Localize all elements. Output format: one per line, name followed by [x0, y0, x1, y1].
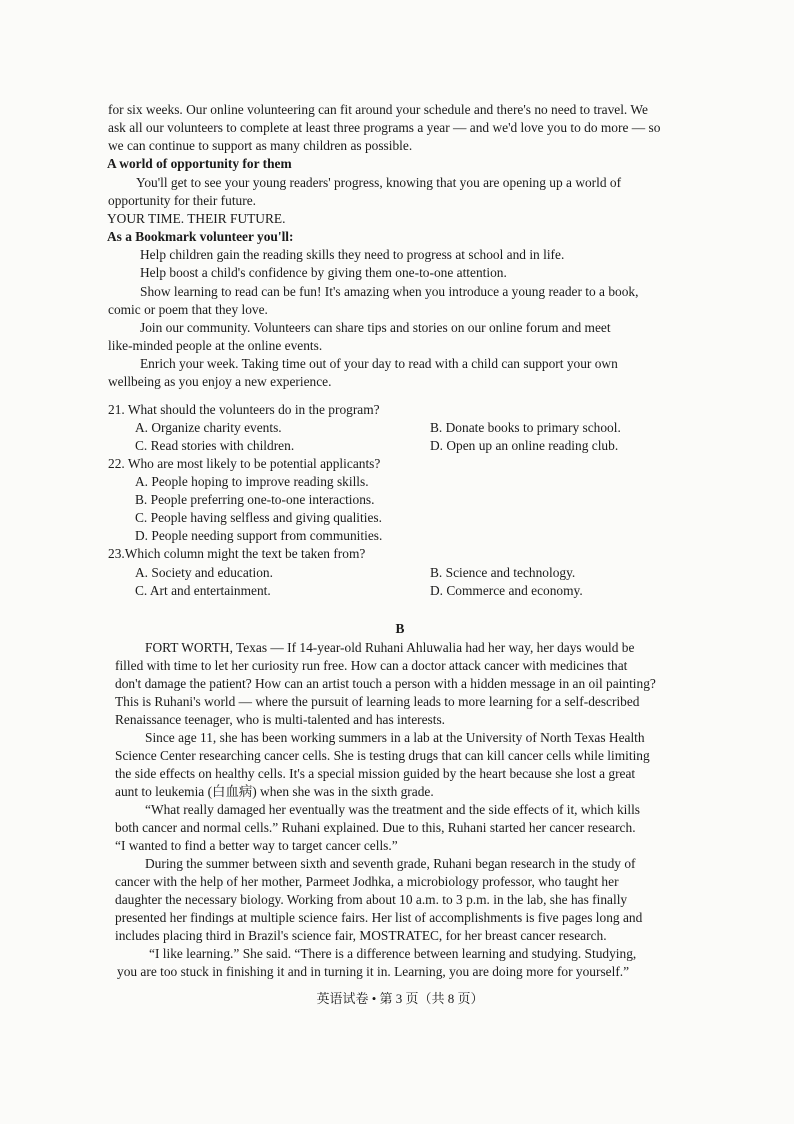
- heading-world-of-opportunity: A world of opportunity for them: [107, 156, 292, 171]
- heading-bookmark-volunteer: As a Bookmark volunteer you'll:: [107, 229, 294, 244]
- question-23-option-a: A. Society and education.: [135, 565, 273, 580]
- benefit-line-3b: comic or poem that they love.: [108, 302, 268, 317]
- caps-slogan: YOUR TIME. THEIR FUTURE.: [107, 211, 286, 226]
- passage-b-p2-line-2: Science Center researching cancer cells. She is testing drugs that can kill cancer cells while limiting: [115, 748, 650, 763]
- question-22-option-a: A. People hoping to improve reading skills.: [135, 474, 369, 489]
- question-22-option-b: B. People preferring one-to-one interactions.: [135, 492, 375, 507]
- passage-a-intro-line-1: for six weeks. Our online volunteering can fit around your schedule and there's no need to travel. We: [108, 102, 648, 117]
- passage-b-p1-line-1: FORT WORTH, Texas — If 14-year-old Ruhani Ahluwalia had her way, her days would be: [145, 640, 635, 655]
- passage-b-p4-line-5: includes placing third in Brazil's science fair, MOSTRATEC, for her breast cancer research.: [115, 928, 607, 943]
- passage-b-p5-line-2: you are too stuck in finishing it and in turning it in. Learning, you are doing more for yourself.”: [117, 964, 630, 979]
- passage-b-p2-line-4: aunt to leukemia (白血病) when she was in the sixth grade.: [115, 784, 434, 799]
- page-footer: 英语试卷 • 第 3 页（共 8 页）: [316, 991, 484, 1006]
- question-21-option-c: C. Read stories with children.: [135, 438, 295, 453]
- question-21-option-b: B. Donate books to primary school.: [430, 420, 621, 435]
- paragraph-progress-line-1: You'll get to see your young readers' progress, knowing that you are opening up a world of: [136, 175, 622, 190]
- benefit-line-3a: Show learning to read can be fun! It's amazing when you introduce a young reader to a book,: [140, 284, 639, 299]
- passage-b-p4-line-4: presented her findings at multiple science fairs. Her list of accomplishments is five pages long and: [115, 910, 643, 925]
- passage-b-label: B: [395, 621, 405, 636]
- benefit-line-2: Help boost a child's confidence by giving them one-to-one attention.: [140, 265, 507, 280]
- passage-b-p3-line-3: “I wanted to find a better way to target cancer cells.”: [115, 838, 398, 853]
- passage-a-intro-line-2: ask all our volunteers to complete at least three programs a year — and we'd love you to do more — so: [108, 120, 661, 135]
- passage-b-p1-line-2: filled with time to let her curiosity run free. How can a doctor attack cancer with medicines that: [115, 658, 628, 673]
- passage-b-p2-line-1: Since age 11, she has been working summers in a lab at the University of North Texas Health: [145, 730, 645, 745]
- passage-b-p3-line-1: “What really damaged her eventually was the treatment and the side effects of it, which kills: [145, 802, 641, 817]
- benefit-line-4b: like-minded people at the online events.: [108, 338, 323, 353]
- benefit-line-4a: Join our community. Volunteers can share tips and stories on our online forum and meet: [140, 320, 611, 335]
- question-21-option-d: D. Open up an online reading club.: [430, 438, 619, 453]
- passage-a-intro-line-3: we can continue to support as many children as possible.: [108, 138, 413, 153]
- passage-b-p4-line-1: During the summer between sixth and seventh grade, Ruhani began research in the study of: [145, 856, 636, 871]
- passage-b-p5-line-1: “I like learning.” She said. “There is a difference between learning and studying. Studying,: [149, 946, 637, 961]
- benefit-line-1: Help children gain the reading skills they need to progress at school and in life.: [140, 247, 565, 262]
- question-23-option-d: D. Commerce and economy.: [430, 583, 583, 598]
- question-23-option-b: B. Science and technology.: [430, 565, 576, 580]
- question-23-option-c: C. Art and entertainment.: [135, 583, 271, 598]
- question-22-stem: 22. Who are most likely to be potential applicants?: [108, 456, 381, 471]
- passage-b-p1-line-5: Renaissance teenager, who is multi-talented and has interests.: [115, 712, 446, 727]
- passage-b-p1-line-4: This is Ruhani's world — where the pursuit of learning leads to more learning for a self-described: [115, 694, 640, 709]
- question-22-option-c: C. People having selfless and giving qualities.: [135, 510, 382, 525]
- passage-b-p4-line-3: daughter the necessary biology. Working from about 10 a.m. to 3 p.m. in the lab, she has finally: [115, 892, 628, 907]
- paragraph-progress-line-2: opportunity for their future.: [108, 193, 257, 208]
- question-21-option-a: A. Organize charity events.: [135, 420, 282, 435]
- question-23-stem: 23.Which column might the text be taken from?: [108, 546, 366, 561]
- passage-b-p3-line-2: both cancer and normal cells.” Ruhani explained. Due to this, Ruhani started her cancer research.: [115, 820, 636, 835]
- passage-b-p2-line-3: the side effects on healthy cells. It's a special mission guided by the heart because she lost a great: [115, 766, 636, 781]
- benefit-line-5a: Enrich your week. Taking time out of your day to read with a child can support your own: [140, 356, 618, 371]
- question-21-stem: 21. What should the volunteers do in the program?: [108, 402, 380, 417]
- passage-b-p4-line-2: cancer with the help of her mother, Parmeet Jodhka, a microbiology professor, who taught her: [115, 874, 619, 889]
- question-22-option-d: D. People needing support from communities.: [135, 528, 383, 543]
- passage-b-p1-line-3: don't damage the patient? How can an artist touch a person with a hidden message in an oil painting?: [115, 676, 656, 691]
- benefit-line-5b: wellbeing as you enjoy a new experience.: [108, 374, 332, 389]
